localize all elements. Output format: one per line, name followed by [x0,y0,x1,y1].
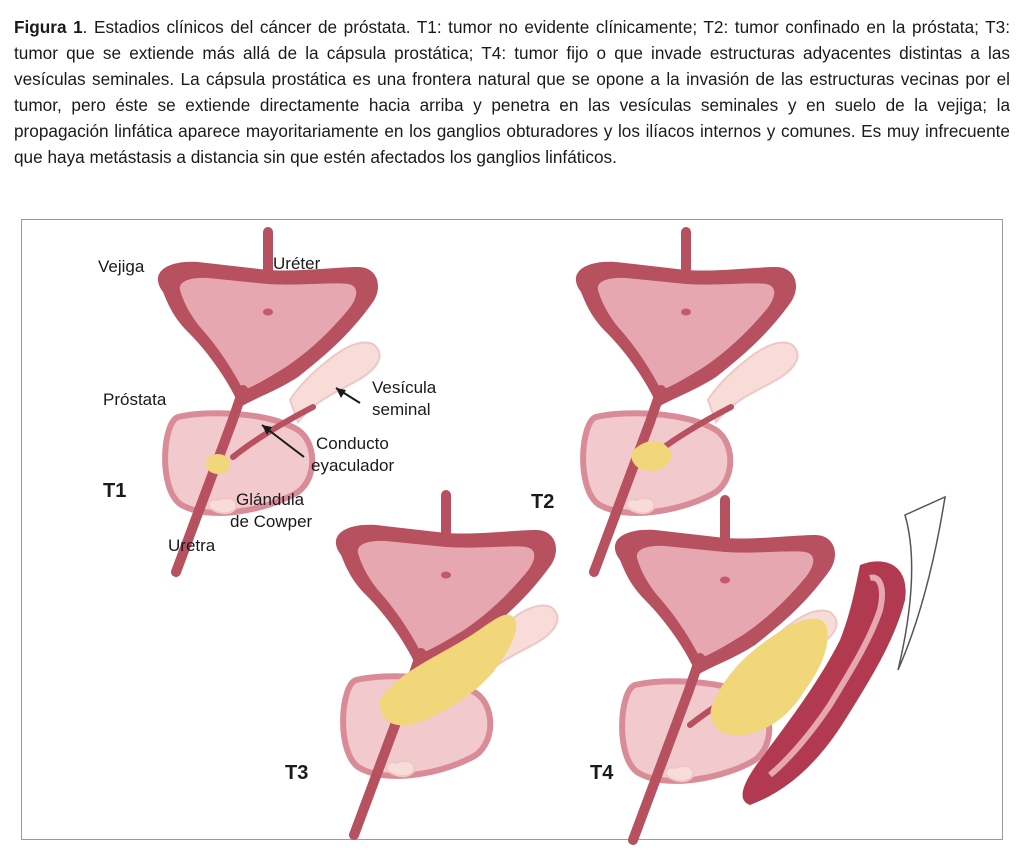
stage-t3: T3 [285,762,309,784]
label-conducto-2: eyaculador [311,456,395,475]
stage-t2: T2 [531,491,555,513]
stage-t1: T1 [103,480,127,502]
label-prostata: Próstata [103,390,167,409]
label-uretra: Uretra [168,536,216,555]
label-vesicula-1: Vesícula [372,378,437,397]
panel-t3 [285,495,558,835]
stage-t4: T4 [590,762,614,784]
panel-t2 [531,232,798,572]
label-glandula-1: Glándula [236,490,305,509]
label-ureter: Uréter [273,254,321,273]
label-conducto-1: Conducto [316,434,389,453]
panel-t4 [590,497,945,840]
label-glandula-2: de Cowper [230,512,313,531]
peritoneal-fold [898,497,945,670]
tumor-t1 [206,454,230,474]
label-vejiga: Vejiga [98,257,145,276]
figure-label: Figura 1 [14,17,83,37]
label-vesicula-2: seminal [372,400,431,419]
figure-caption-text: . Estadios clínicos del cáncer de próstata. T1: tumor no evidente clínicamente; T2: tumor confinado en la próstata; T3: tumor que se extiende más allá de la cápsula prostática; T4: tumor fijo o que invade estructuras adyacentes distintas a las vesículas seminales. La cápsula prostática es una frontera natural que se opone a la invasión de las estructuras vecinas por el tumor, pero éste se extiende directamente hacia arriba y penetra en las vesículas seminales y en suelo de la vejiga; la propagación linfática aparece mayoritariamente en los ganglios obturadores y los ilíacos internos y comunes. Es muy infrecuente que haya metástasis a distancia sin que estén afectados los ganglios linfáticos. [14,17,1010,167]
panel-t1 [98,232,437,572]
